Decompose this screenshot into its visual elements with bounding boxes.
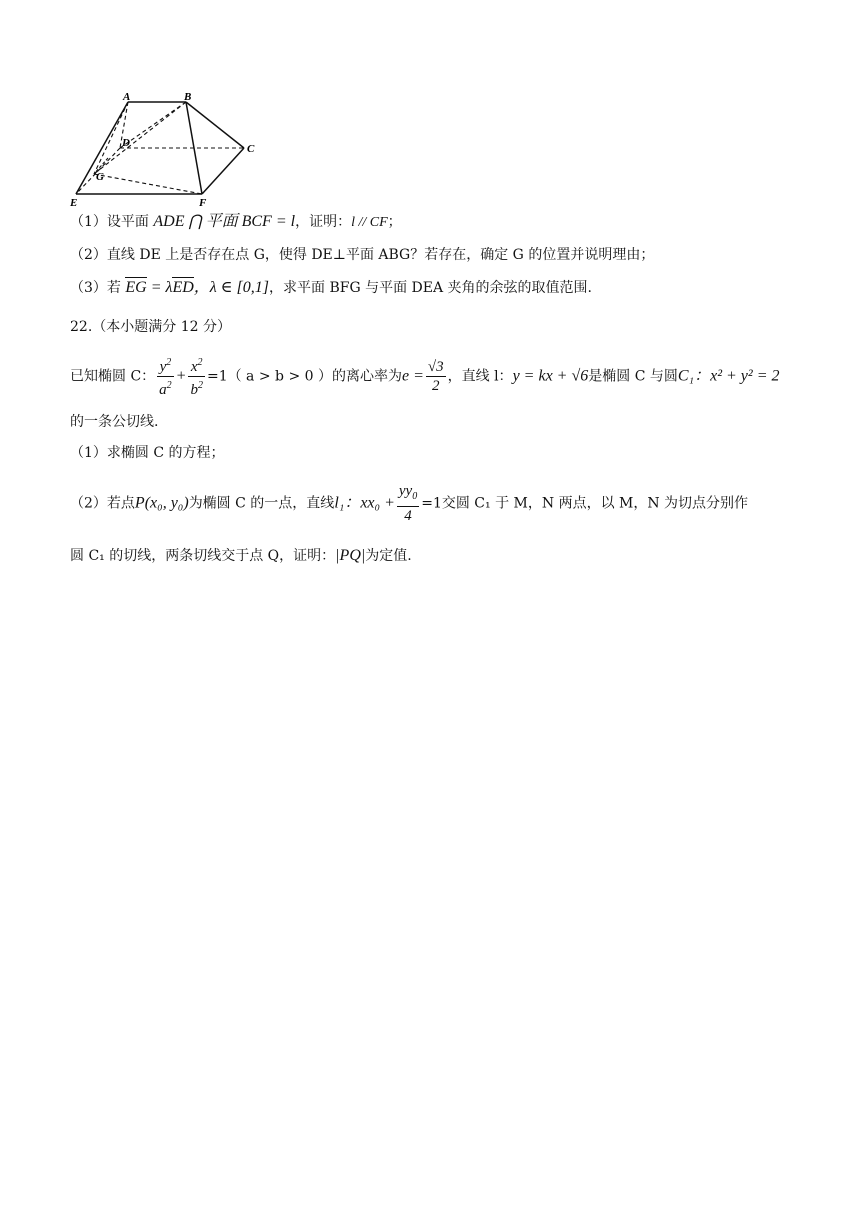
label-A: A (123, 92, 131, 103)
label-B: B (184, 92, 192, 103)
fraction-sqrt3-2: $\frac{√3}{2}$ (427, 359, 444, 394)
label-D: D (122, 137, 130, 149)
fraction-yy0-4: $\frac{yy_0}{4}$ (398, 483, 418, 524)
q22-part1: （1）求椭圆 C 的方程； (70, 445, 225, 461)
label-E: E (70, 197, 78, 209)
q22-intro: 已知椭圆 C： $\frac{y^2}{a^2}$ + $\frac{x^2}{b^2}$ =1（ a > b > 0 ）的离心率为e = $\frac{√3}{2}$ ，直线 l：y = kx + √6是椭圆 C 与圆C₁：x² + y² = 2 (70, 354, 780, 399)
q21-part1: （1）设平面 ADE ⋂ 平面 BCF = l，证明：l // CF； (70, 213, 402, 230)
vector-ED: ED (172, 279, 194, 296)
vector-EG: EG (125, 279, 147, 296)
q21-part3: （3）若 EG = λED，λ ∈ [0,1]，求平面 BFG 与平面 DEA 夹角的余弦的取值范围. (70, 279, 592, 296)
q22-part2-line1: （2）若点P(x₀, y₀)为椭圆 C 的一点，直线l₁：xx₀ + $\frac{yy_0}{4}$ =1交圆 C₁ 于 M，N 两点，以 M，N 为切点分别作 (70, 483, 749, 524)
label-G: G (96, 171, 104, 183)
q22-header: 22.（本小题满分 12 分） (70, 319, 231, 335)
q22-part2-line2: 圆 C₁ 的切线，两条切线交于点 Q，证明：|PQ|为定值. (70, 547, 412, 564)
edge-GF (94, 174, 202, 194)
geometry-figure (68, 92, 268, 210)
edge-BC (186, 102, 244, 148)
label-F: F (199, 197, 207, 209)
q22-intro-end: 的一条公切线. (70, 414, 159, 430)
edge-CF (202, 148, 244, 194)
fraction-y2-a2: $\frac{y^2}{a^2}$ (157, 354, 174, 399)
fraction-x2-b2: $\frac{x^2}{b^2}$ (188, 354, 205, 399)
q21-part2: （2）直线 DE 上是否存在点 G，使得 DE⊥平面 ABG？若存在，确定 G 的位置并说明理由； (70, 247, 655, 263)
label-C: C (247, 143, 255, 155)
